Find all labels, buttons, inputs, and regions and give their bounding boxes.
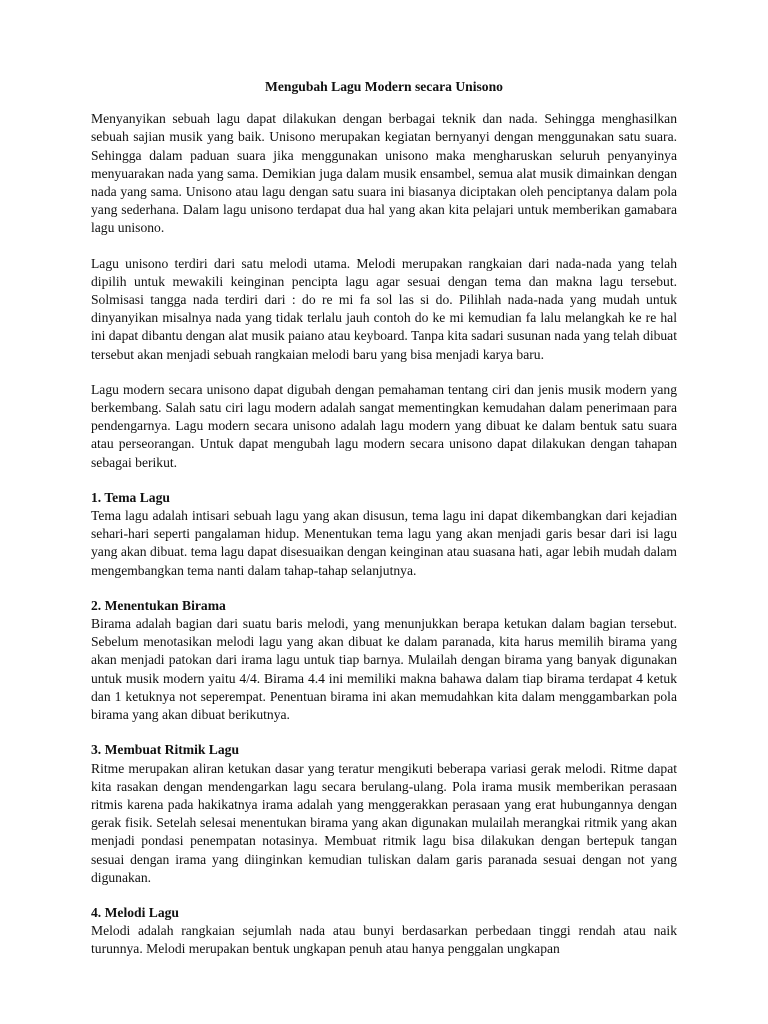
section-heading: 3. Membuat Ritmik Lagu [91, 742, 240, 758]
section-heading: 2. Menentukan Birama [91, 597, 226, 613]
section-menentukan-birama [91, 597, 677, 724]
section-body: Melodi adalah rangkaian sejumlah nada atau bunyi berdasarkan perbedaan tinggi rendah atau naik turunnya. Melodi merupakan bentuk ungkapan penuh atau hanya penggalan ungkapan [91, 923, 677, 957]
document-page [91, 78, 677, 976]
section-tema-lagu [91, 489, 677, 580]
section-body: Tema lagu adalah intisari sebuah lagu yang akan disusun, tema lagu ini dapat dikembangkan dari kejadian sehari-hari seperti pangalaman hidup. Menentukan tema lagu yang akan menjadi garis besar dari isi lagu yang akan dibuat. tema lagu dapat disesuaikan dengan keinginan atau suasana hati, agar lebih mudah dalam mengembangkan tema nanti dalam tahap-tahap selanjutnya. [91, 508, 677, 578]
intro-paragraph-2: Lagu unisono terdiri dari satu melodi utama. Melodi merupakan rangkaian dari nada-nada yang telah dipilih untuk mewakili keinginan pencipta lagu agar sesuai dengan tema dan makna lagu tersebut. Solmisasi tangga nada terdiri dari : do re mi fa sol las si do. Pilihlah nada-nada yang mudah untuk dinyanyikan misalnya nada yang tidak terlalu jauh contoh do ke mi kemudian fa lalu melangkah ke re hal ini dapat dibantu dengan alat musik paiano atau keyboard. Tanpa kita sadari susunan nada yang telah dibuat tersebut akan menjadi sebuah rangkaian melodi baru yang bisa menjadi karya baru. [91, 255, 677, 362]
section-body: Birama adalah bagian dari suatu baris melodi, yang menunjukkan berapa ketukan dalam bagian tersebut. Sebelum menotasikan melodi lagu yang akan dibuat ke dalam paranada, kita harus memilih birama yang akan menjadi patokan dari irama lagu untuk tiap barnya. Mulailah dengan birama yang banyak digunakan untuk musik modern yaitu 4/4. Birama 4.4 ini memiliki makna bahawa dalam tiap birama terdapat 4 ketuk dan 1 ketuknya not seperempat. Penentuan birama ini akan memudahkan kita dalam menggambarkan pola birama yang akan dibuat berikutnya. [91, 616, 677, 723]
intro-paragraph-1: Menyanyikan sebuah lagu dapat dilakukan dengan berbagai teknik dan nada. Sehingga menghasilkan sebuah sajian musik yang baik. Unisono merupakan kegiatan bernyanyi dengan menggunakan satu suara. Sehingga dalam paduan suara jika menggunakan unisono maka mengharuskan seluruh penyanyinya menyuarakan nada yang sama. Demikian juga dalam musik ensambel, semua alat musik dimainkan dengan nada yang sama. Unisono atau lagu dengan satu suara ini biasanya diciptakan oleh penciptanya dalam pola yang sederhana. Dalam lagu unisono terdapat dua hal yang akan kita pelajari untuk memberikan gamabara lagu unisono. [91, 111, 677, 236]
section-membuat-ritmik-lagu [91, 741, 677, 887]
intro-paragraph-3: Lagu modern secara unisono dapat digubah dengan pemahaman tentang ciri dan jenis musik modern yang berkembang. Salah satu ciri lagu modern adalah sangat mementingkan kemudahan dalam penerimaan para pendengarnya. Lagu modern secara unisono adalah lagu modern yang dibuat ke dalam bentuk satu suara atau perseorangan. Untuk dapat mengubah lagu modern secara unisono dapat dilakukan dengan tahapan sebagai berikut. [91, 381, 677, 470]
section-heading: 4. Melodi Lagu [91, 904, 179, 920]
section-heading: 1. Tema Lagu [91, 489, 170, 505]
section-melodi-lagu [91, 904, 677, 959]
section-body: Ritme merupakan aliran ketukan dasar yang teratur mengikuti beberapa variasi gerak melodi. Ritme dapat kita rasakan dengan mendengarkan lagu secara berulang-ulang. Pola irama musik memberikan perasaan ritmis karena pada hakikatnya irama adalah yang menggerakkan perasaan yang erat hubungannya dengan gerak fisik. Setelah selesai menentukan birama yang akan digunakan mulailah merangkai ritmik yang akan menjadi pondasi penempatan notasinya. Membuat ritmik lagu bisa dilakukan dengan bertepuk tangan sesuai dengan irama yang diinginkan kemudian tuliskan dalam garis paranada sesuai dengan not yang digunakan. [91, 760, 677, 885]
document-title: Mengubah Lagu Modern secara Unisono [265, 79, 503, 94]
